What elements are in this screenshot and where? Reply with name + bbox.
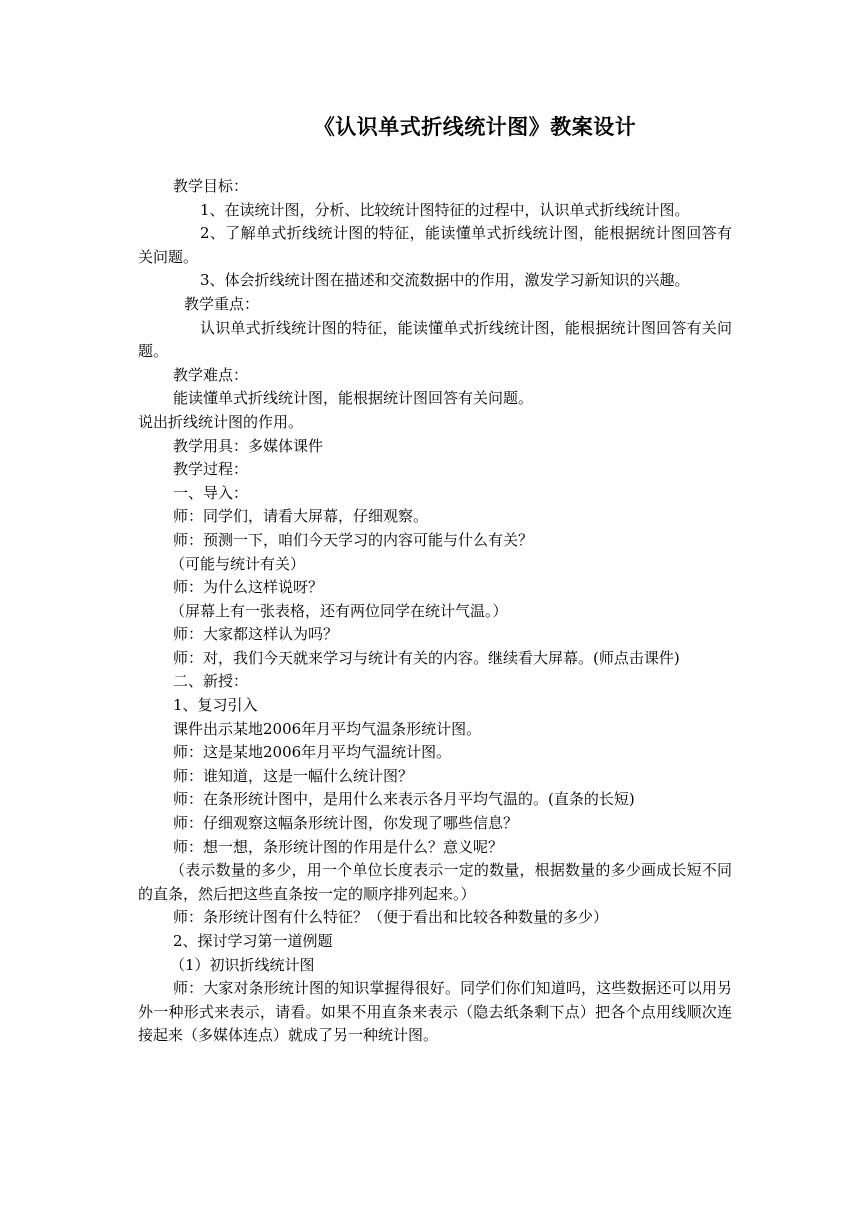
paragraph: 教学重点： xyxy=(184,294,260,313)
paragraph: 3、体会折线统计图在描述和交流数据中的作用，激发学习新知识的兴趣。 xyxy=(200,271,690,290)
paragraph: 教学过程： xyxy=(173,460,249,479)
paragraph: 认识单式折线统计图的特征，能读懂单式折线统计图，能根据统计图回答有关问题。 xyxy=(138,318,732,361)
document-title: 《认识单式折线统计图》教案设计 xyxy=(313,115,637,139)
paragraph: 师：条形统计图有什么特征？（便于看出和比较各种数量的多少） xyxy=(173,908,609,927)
paragraph: 1、复习引入 xyxy=(173,696,258,715)
paragraph: 教学目标： xyxy=(173,177,249,195)
paragraph: 师：大家都这样认为吗？ xyxy=(173,625,339,644)
paragraph: （1）初识折线统计图 xyxy=(170,955,315,974)
paragraph: 二、新授： xyxy=(173,672,249,691)
paragraph: （可能与统计有关） xyxy=(170,554,306,573)
paragraph: 师：对，我们今天就来学习与统计有关的内容。继续看大屏幕。(师点击课件) xyxy=(173,648,680,667)
paragraph: 师：大家对条形统计图的知识掌握得很好。同学们你们知道吗，这些数据还可以用另外一种形式来表示，请看。如果不用直条来表示（隐去纸条剩下点）把各个点用线顺次连接起来（多媒体连点）就成了另一种统计图。 xyxy=(138,979,732,1045)
paragraph: 教学用具：多媒体课件 xyxy=(173,436,324,455)
paragraph: 师：这是某地2006年月平均气温统计图。 xyxy=(173,743,452,762)
paragraph: 师：仔细观察这幅条形统计图，你发现了哪些信息？ xyxy=(173,814,519,833)
paragraph: 能读懂单式折线统计图，能根据统计图回答有关问题。 xyxy=(173,389,534,408)
paragraph: 师：为什么这样说呀？ xyxy=(173,578,324,597)
paragraph: 1、在读统计图，分析、比较统计图特征的过程中，认识单式折线统计图。 xyxy=(200,200,690,219)
paragraph: （表示数量的多少，用一个单位长度表示一定的数量，根据数量的多少画成长短不同的直条，然后把这些直条按一定的顺序排列起来。） xyxy=(138,861,732,903)
paragraph: 课件出示某地2006年月平均气温条形统计图。 xyxy=(173,719,482,738)
paragraph: 师：预测一下，咱们今天学习的内容可能与什么有关？ xyxy=(173,530,534,549)
paragraph: 教学难点： xyxy=(173,365,249,384)
paragraph: 师：在条形统计图中，是用什么来表示各月平均气温的。(直条的长短) xyxy=(173,790,635,809)
paragraph: 2、探讨学习第一道例题 xyxy=(173,932,333,950)
paragraph: 说出折线统计图的作用。 xyxy=(138,412,304,431)
paragraph: 师：谁知道，这是一幅什么统计图？ xyxy=(173,766,414,785)
paragraph: （屏幕上有一张表格，还有两位同学在统计气温。） xyxy=(170,601,508,620)
document-body xyxy=(138,175,732,1048)
paragraph: 2、了解单式折线统计图的特征，能读懂单式折线统计图，能根据统计图回答有关问题。 xyxy=(138,224,732,266)
paragraph: 师：同学们，请看大屏幕，仔细观察。 xyxy=(173,507,429,526)
paragraph: 师：想一想，条形统计图的作用是什么？意义呢？ xyxy=(173,837,504,856)
paragraph: 一、导入： xyxy=(173,483,249,502)
